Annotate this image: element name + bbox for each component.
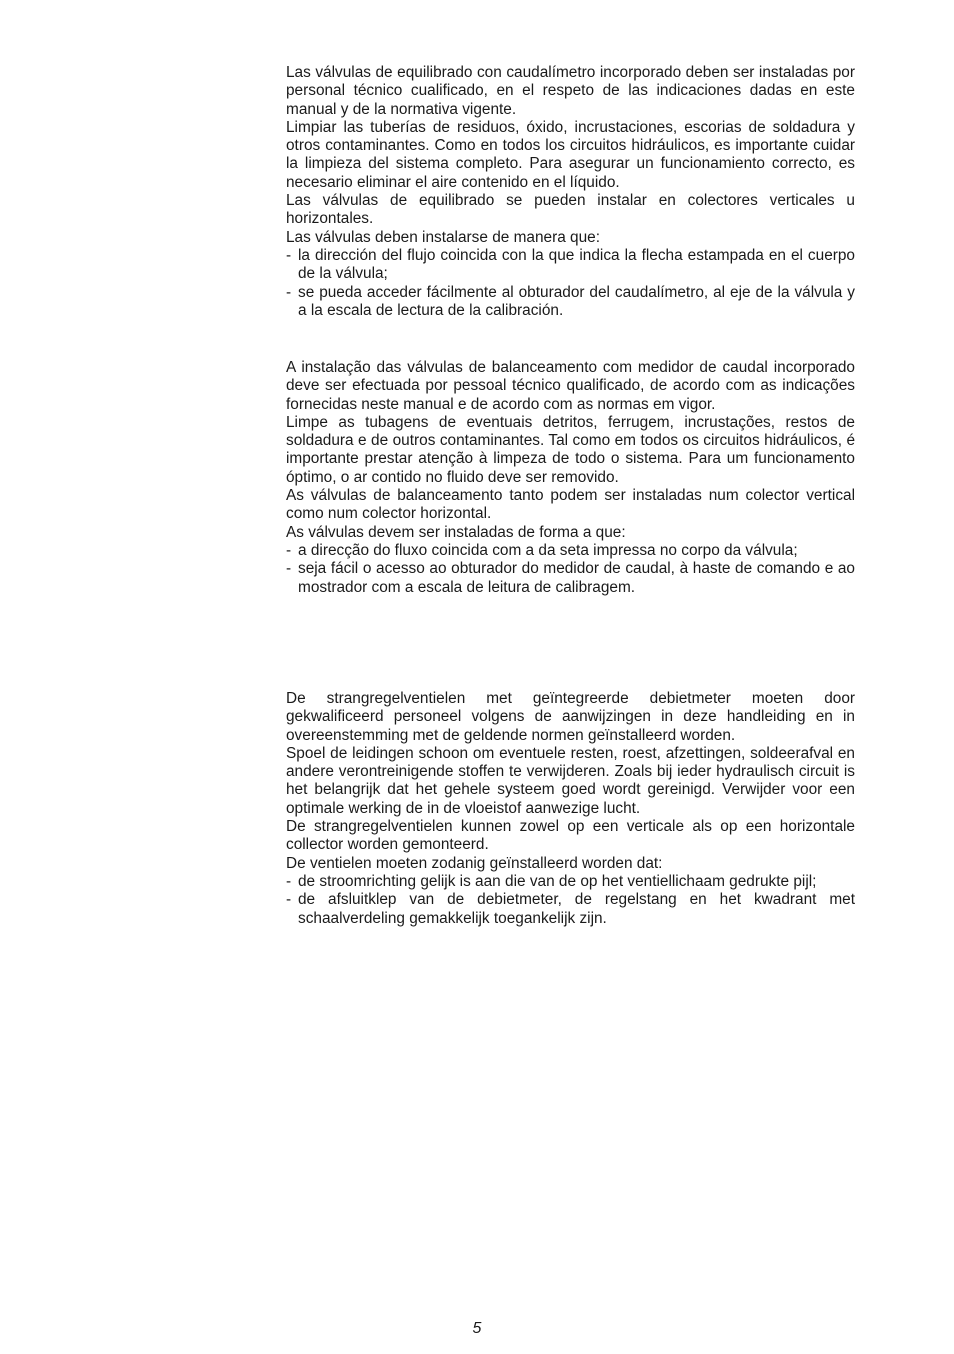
paragraph: Las válvulas de equilibrado se pueden instalar en colectores verticales u horizontales.	[286, 192, 855, 228]
paragraph: Limpiar las tuberías de residuos, óxido, incrustaciones, escorias de soldadura y otros contaminantes. Como en todos los circuitos hidráulicos, es importante cuidar la limpieza del sistema completo. Para asegurar un funcionamiento correcto, es necesario eliminar el aire contenido en el líquido.	[286, 118, 855, 191]
bullet-list	[286, 542, 855, 597]
section-spanish	[286, 64, 855, 320]
paragraph: Las válvulas de equilibrado con caudalímetro incorporado deben ser instaladas por personal técnico cualificado, en el respeto de las indicaciones dadas en este manual y de la normativa vigente.	[286, 64, 855, 118]
paragraph: Spoel de leidingen schoon om eventuele resten, roest, afzettingen, soldeerafval en andere verontreinigende stoffen te verwijderen. Zoals bij ieder hydraulisch circuit is het belangrijk dat het gehele systeem goed wordt gereinigd. Verwijder voor een optimale werking de in de vloeistof aanwezige lucht.	[286, 744, 855, 817]
list-item: - seja fácil o acesso ao obturador do medidor de caudal, à haste de comando e ao mostrador com a escala de leitura de calibragem.	[286, 560, 855, 597]
paragraph: Limpe as tubagens de eventuais detritos, ferrugem, incrustações, restos de soldadura e de outros contaminantes. Tal como em todos os circuitos hidráulicos, é importante prestar atenção à limpeza de todo o sistema. Para um funcionamento óptimo, o ar contido no fluido deve ser removido.	[286, 413, 855, 486]
list-item: - de stroomrichting gelijk is aan die van de op het ventiellichaam gedrukte pijl;	[286, 873, 855, 891]
section-dutch	[286, 690, 855, 928]
list-item: - se pueda acceder fácilmente al obturador del caudalímetro, al eje de la válvula y a la escala de lectura de la calibración.	[286, 284, 855, 321]
list-item: - de afsluitklep van de debietmeter, de regelstang en het kwadrant met schaalverdeling gemakkelijk toegankelijk zijn.	[286, 891, 855, 928]
paragraph: As válvulas devem ser instaladas de forma a que:	[286, 523, 626, 541]
bullet-list	[286, 873, 855, 928]
section-portuguese	[286, 359, 855, 597]
paragraph: Las válvulas deben instalarse de manera que:	[286, 228, 600, 246]
paragraph: De ventielen moeten zodanig geïnstalleerd worden dat:	[286, 854, 663, 872]
paragraph: De strangregelventielen met geïntegreerde debietmeter moeten door gekwalificeerd personeel volgens de aanwijzingen in deze handleiding en in overeenstemming met de geldende normen geïnstalleerd worden.	[286, 690, 855, 744]
list-item: - a direcção do fluxo coincida com a da seta impressa no corpo da válvula;	[286, 542, 855, 560]
paragraph: A instalação das válvulas de balanceamento com medidor de caudal incorporado deve ser efectuada por pessoal técnico qualificado, de acordo com as indicações fornecidas neste manual e de acordo com as normas em vigor.	[286, 359, 855, 413]
page-number: 5	[472, 1320, 482, 1337]
paragraph: As válvulas de balanceamento tanto podem ser instaladas num colector vertical como num colector horizontal.	[286, 487, 855, 523]
paragraph: De strangregelventielen kunnen zowel op een verticale als op een horizontale collector worden gemonteerd.	[286, 818, 855, 854]
list-item: - la dirección del flujo coincida con la que indica la flecha estampada en el cuerpo de la válvula;	[286, 247, 855, 284]
bullet-list	[286, 247, 855, 320]
